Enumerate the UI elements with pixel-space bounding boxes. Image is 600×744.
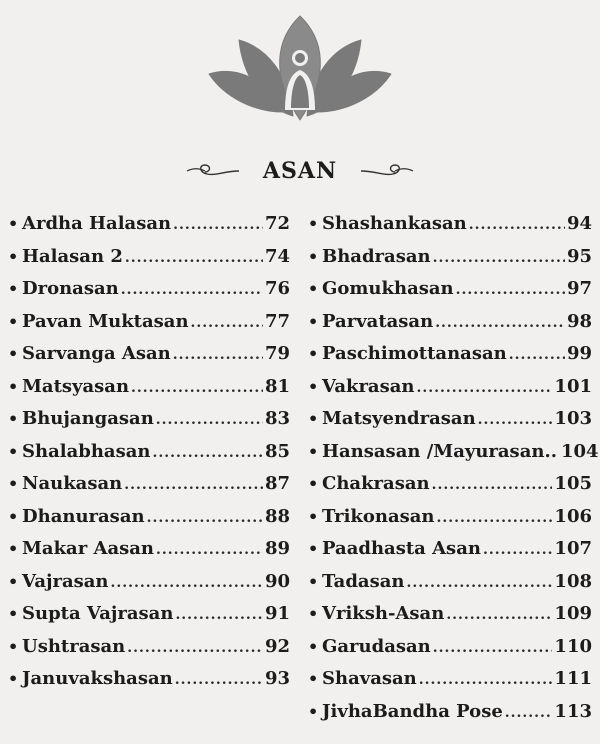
list-item [8, 566, 290, 599]
list-item [308, 338, 592, 371]
entry-name: Hansasan /Mayurasan.. [322, 440, 557, 462]
entry-name: Matsyendrasan [322, 408, 476, 429]
list-item [8, 208, 290, 241]
list-item [308, 403, 592, 436]
entry-name: Paadhasta Asan [322, 538, 481, 559]
leader-dots [469, 209, 565, 242]
entry-name: Shalabhasan [22, 440, 151, 462]
leader-dots [437, 502, 553, 535]
entry-name: Matsyasan [22, 375, 130, 397]
list-item [308, 696, 592, 729]
leader-dots [124, 469, 263, 502]
bullet-icon: • [308, 571, 319, 591]
entry-page: 97 [566, 278, 592, 299]
leader-dots [432, 469, 553, 502]
leader-dots [483, 534, 552, 567]
bullet-icon: • [308, 604, 319, 623]
entry-name: Naukasan [22, 473, 123, 494]
entry-page: 81 [264, 375, 290, 397]
lotus-meditation-icon [205, 12, 395, 124]
entry-page: 105 [554, 473, 592, 494]
entry-page: 107 [554, 538, 592, 559]
entry-name: Supta Vajrasan [22, 603, 174, 624]
page-title: ASAN [262, 158, 338, 184]
entry-name: Shavasan [322, 668, 417, 689]
bullet-icon: • [308, 506, 319, 526]
bullet-icon: • [8, 506, 19, 526]
leader-dots [416, 372, 552, 405]
entry-page: 113 [554, 700, 592, 722]
entry-page: 77 [264, 310, 290, 332]
entry-page: 85 [264, 440, 290, 462]
list-item [8, 468, 290, 501]
entry-name: Pavan Muktasan [22, 310, 189, 332]
leader-dots [433, 632, 553, 665]
entry-name: Vakrasan [322, 375, 415, 397]
entry-name: Sarvanga Asan [22, 343, 171, 364]
bullet-icon: • [308, 701, 319, 721]
leader-dots [456, 274, 565, 307]
list-item [308, 598, 592, 631]
list-item [308, 501, 592, 534]
right-flourish-icon [359, 162, 415, 180]
entry-name: Ushtrasan [22, 635, 126, 657]
list-item [308, 371, 592, 404]
entry-name: Vajrasan [22, 570, 109, 592]
entry-name: Bhadrasan [322, 245, 431, 267]
list-item [8, 241, 290, 274]
list-item [8, 338, 290, 371]
entry-page: 88 [264, 505, 290, 527]
entry-name: Ardha Halasan [22, 213, 172, 234]
leader-dots [505, 697, 553, 730]
bullet-icon: • [308, 344, 319, 363]
entry-page: 109 [554, 603, 592, 624]
list-item [8, 371, 290, 404]
list-item [8, 663, 290, 696]
list-item [308, 631, 592, 664]
bullet-icon: • [8, 214, 19, 233]
list-item [308, 663, 592, 696]
bullet-icon: • [308, 474, 319, 493]
leader-dots [127, 632, 263, 665]
entry-page: 87 [264, 473, 290, 494]
list-item [308, 273, 592, 306]
leader-dots [191, 307, 263, 340]
bullet-icon: • [8, 279, 19, 298]
bullet-icon: • [8, 636, 19, 656]
entry-page: 92 [264, 635, 290, 657]
bullet-icon: • [308, 409, 319, 428]
leader-dots [156, 534, 263, 567]
bullet-icon: • [8, 311, 19, 331]
entry-page: 104 [560, 440, 599, 462]
list-item [8, 533, 290, 566]
leader-dots [433, 242, 565, 275]
list-item [8, 631, 290, 664]
entry-name: Shashankasan [322, 213, 467, 234]
bullet-icon: • [8, 376, 19, 396]
leader-dots [173, 209, 263, 242]
entry-page: 108 [554, 570, 592, 592]
entry-page: 111 [554, 668, 592, 689]
leader-dots [175, 664, 263, 697]
leader-dots [478, 404, 553, 437]
leader-dots [435, 307, 565, 340]
bullet-icon: • [308, 214, 319, 233]
bullet-icon: • [308, 311, 319, 331]
leader-dots [156, 404, 263, 437]
leader-dots [509, 339, 565, 372]
entry-page: 110 [554, 635, 592, 657]
leader-dots [173, 339, 263, 372]
leader-dots [419, 664, 553, 697]
entry-page: 99 [566, 343, 592, 364]
list-item [8, 273, 290, 306]
list-item [308, 241, 592, 274]
leader-dots [175, 599, 263, 632]
list-item [308, 436, 599, 469]
bullet-icon: • [8, 539, 19, 558]
bullet-icon: • [8, 604, 19, 623]
bullet-icon: • [8, 571, 19, 591]
entry-name: Trikonasan [322, 505, 435, 527]
list-item [8, 306, 290, 339]
entry-page: 95 [566, 245, 592, 267]
list-item [308, 533, 592, 566]
list-item [8, 403, 290, 436]
entry-name: Tadasan [322, 570, 405, 592]
entry-page: 76 [264, 278, 290, 299]
bullet-icon: • [308, 279, 319, 298]
contents-column-left [8, 208, 290, 696]
entry-name: Chakrasan [322, 473, 430, 494]
entry-page: 94 [566, 213, 592, 234]
bullet-icon: • [8, 441, 19, 461]
entry-page: 90 [264, 570, 290, 592]
bullet-icon: • [8, 246, 19, 266]
leader-dots [152, 437, 262, 470]
leader-dots [125, 242, 263, 275]
entry-page: 72 [264, 213, 290, 234]
list-item [8, 501, 290, 534]
entry-name: Makar Aasan [22, 538, 154, 559]
leader-dots [406, 567, 552, 600]
list-item [8, 598, 290, 631]
entry-name: Dronasan [22, 278, 119, 299]
list-item [308, 468, 592, 501]
bullet-icon: • [8, 669, 19, 688]
list-item [308, 566, 592, 599]
entry-name: JivhaBandha Pose [322, 700, 503, 722]
leader-dots [121, 274, 263, 307]
entry-name: Bhujangasan [22, 408, 154, 429]
entry-page: 103 [554, 408, 592, 429]
entry-name: Gomukhasan [322, 278, 454, 299]
leader-dots [147, 502, 263, 535]
section-heading [0, 158, 600, 184]
bullet-icon: • [8, 474, 19, 493]
entry-page: 89 [264, 538, 290, 559]
entry-page: 83 [264, 408, 290, 429]
entry-page: 74 [264, 245, 290, 267]
bullet-icon: • [308, 376, 319, 396]
bullet-icon: • [8, 409, 19, 428]
list-item [308, 208, 592, 241]
entry-name: Paschimottanasan [322, 343, 507, 364]
entry-name: Dhanurasan [22, 505, 145, 527]
entry-name: Garudasan [322, 635, 431, 657]
leader-dots [446, 599, 552, 632]
entry-page: 79 [264, 343, 290, 364]
entry-name: Parvatasan [322, 310, 434, 332]
left-flourish-icon [185, 162, 241, 180]
bullet-icon: • [308, 636, 319, 656]
bullet-icon: • [308, 669, 319, 688]
entry-page: 106 [554, 505, 592, 527]
entry-page: 93 [264, 668, 290, 689]
bullet-icon: • [8, 344, 19, 363]
leader-dots [111, 567, 263, 600]
entry-page: 101 [554, 375, 592, 397]
leader-dots [131, 372, 263, 405]
list-item [308, 306, 592, 339]
entry-page: 98 [566, 310, 592, 332]
entry-name: Januvakshasan [22, 668, 173, 689]
entry-name: Halasan 2 [22, 245, 123, 267]
bullet-icon: • [308, 246, 319, 266]
list-item [8, 436, 290, 469]
bullet-icon: • [308, 441, 319, 461]
contents-column-right [308, 208, 599, 728]
entry-page: 91 [264, 603, 290, 624]
entry-name: Vriksh-Asan [322, 603, 445, 624]
bullet-icon: • [308, 539, 319, 558]
